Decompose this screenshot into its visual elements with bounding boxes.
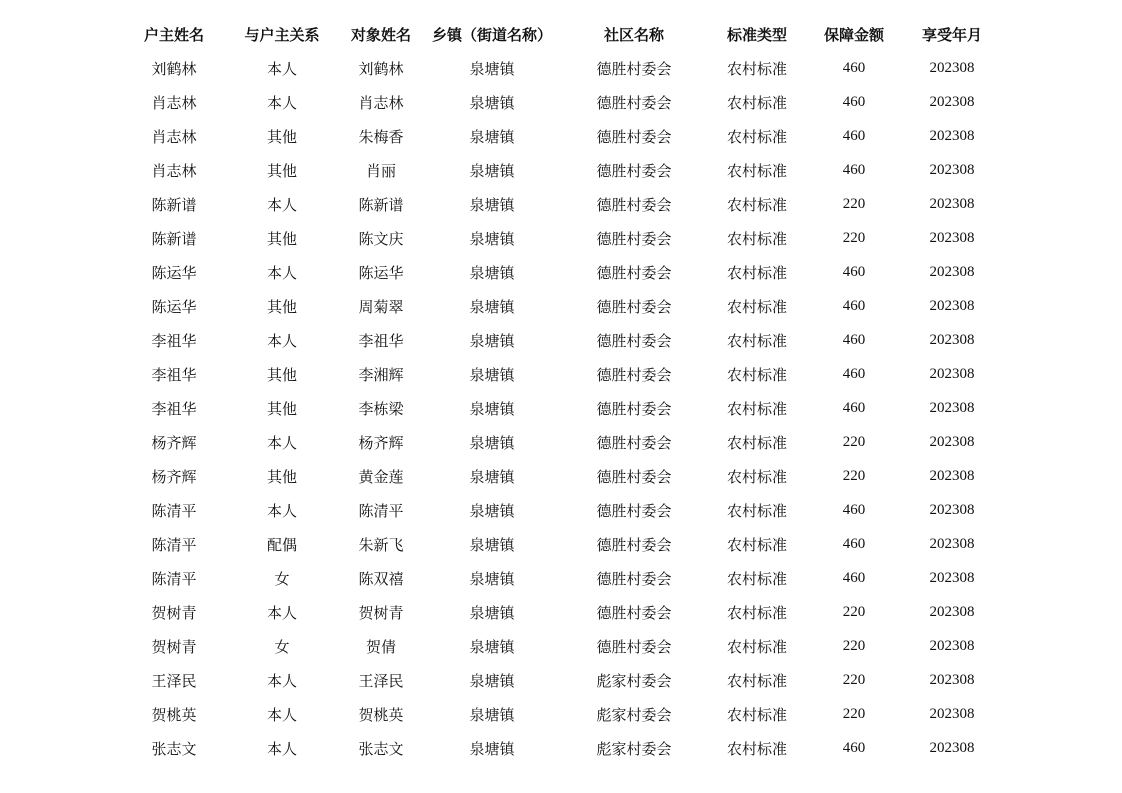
standard-type-cell: 农村标准: [726, 637, 787, 656]
community-cell: 德胜村委会: [596, 297, 672, 316]
township-cell: 泉塘镇: [469, 637, 515, 656]
standard-type-cell: 农村标准: [726, 161, 787, 180]
householder-name-cell: 肖志林: [151, 93, 197, 112]
month-cell: 202308: [929, 93, 975, 110]
table-row: [120, 85, 1000, 119]
month-cell: 202308: [929, 671, 975, 688]
recipient-name-cell: 肖志林: [358, 93, 404, 112]
table-row: [120, 119, 1000, 153]
month-cell: 202308: [929, 127, 975, 144]
relation-cell: 本人: [266, 433, 297, 452]
community-cell: 德胜村委会: [596, 127, 672, 146]
header-township: 乡镇（街道名称）: [431, 25, 552, 44]
header-relation-to-householder: 与户主关系: [244, 25, 320, 44]
recipient-name-cell: 王泽民: [358, 671, 404, 690]
table-row: [120, 391, 1000, 425]
month-cell: 202308: [929, 603, 975, 620]
month-cell: 202308: [929, 535, 975, 552]
relation-cell: 本人: [266, 603, 297, 622]
relation-cell: 本人: [266, 59, 297, 78]
table-row: [120, 289, 1000, 323]
community-cell: 德胜村委会: [596, 467, 672, 486]
community-cell: 德胜村委会: [596, 331, 672, 350]
assistance-roster-table: [120, 17, 1000, 765]
standard-type-cell: 农村标准: [726, 297, 787, 316]
amount-cell: 220: [842, 229, 866, 246]
table-header: [120, 17, 1000, 51]
amount-cell: 460: [842, 331, 866, 348]
relation-cell: 配偶: [266, 535, 297, 554]
amount-cell: 220: [842, 705, 866, 722]
township-cell: 泉塘镇: [469, 161, 515, 180]
recipient-name-cell: 陈文庆: [358, 229, 404, 248]
table-row: [120, 187, 1000, 221]
month-cell: 202308: [929, 399, 975, 416]
community-cell: 德胜村委会: [596, 195, 672, 214]
amount-cell: 220: [842, 671, 866, 688]
table-row: [120, 493, 1000, 527]
month-cell: 202308: [929, 161, 975, 178]
amount-cell: 220: [842, 433, 866, 450]
standard-type-cell: 农村标准: [726, 467, 787, 486]
amount-cell: 460: [842, 127, 866, 144]
month-cell: 202308: [929, 501, 975, 518]
recipient-name-cell: 朱新飞: [358, 535, 404, 554]
month-cell: 202308: [929, 59, 975, 76]
amount-cell: 460: [842, 297, 866, 314]
recipient-name-cell: 贺树青: [358, 603, 404, 622]
householder-name-cell: 李祖华: [151, 365, 197, 384]
relation-cell: 本人: [266, 195, 297, 214]
table-row: [120, 697, 1000, 731]
standard-type-cell: 农村标准: [726, 739, 787, 758]
amount-cell: 460: [842, 569, 866, 586]
householder-name-cell: 张志文: [151, 739, 197, 758]
month-cell: 202308: [929, 195, 975, 212]
township-cell: 泉塘镇: [469, 297, 515, 316]
standard-type-cell: 农村标准: [726, 93, 787, 112]
amount-cell: 460: [842, 739, 866, 756]
table-row: [120, 357, 1000, 391]
recipient-name-cell: 张志文: [358, 739, 404, 758]
table-row: [120, 561, 1000, 595]
amount-cell: 460: [842, 93, 866, 110]
table-row: [120, 255, 1000, 289]
township-cell: 泉塘镇: [469, 501, 515, 520]
recipient-name-cell: 刘鹤林: [358, 59, 404, 78]
table-row: [120, 425, 1000, 459]
householder-name-cell: 陈新谱: [151, 229, 197, 248]
standard-type-cell: 农村标准: [726, 263, 787, 282]
householder-name-cell: 肖志林: [151, 127, 197, 146]
community-cell: 德胜村委会: [596, 263, 672, 282]
relation-cell: 其他: [266, 127, 297, 146]
standard-type-cell: 农村标准: [726, 195, 787, 214]
standard-type-cell: 农村标准: [726, 705, 787, 724]
recipient-name-cell: 李湘辉: [358, 365, 404, 384]
householder-name-cell: 贺树青: [151, 603, 197, 622]
standard-type-cell: 农村标准: [726, 433, 787, 452]
householder-name-cell: 陈运华: [151, 263, 197, 282]
amount-cell: 460: [842, 501, 866, 518]
relation-cell: 本人: [266, 501, 297, 520]
householder-name-cell: 肖志林: [151, 161, 197, 180]
standard-type-cell: 农村标准: [726, 671, 787, 690]
community-cell: 彪家村委会: [596, 705, 672, 724]
township-cell: 泉塘镇: [469, 195, 515, 214]
township-cell: 泉塘镇: [469, 331, 515, 350]
relation-cell: 本人: [266, 93, 297, 112]
community-cell: 德胜村委会: [596, 569, 672, 588]
standard-type-cell: 农村标准: [726, 127, 787, 146]
township-cell: 泉塘镇: [469, 739, 515, 758]
householder-name-cell: 贺桃英: [151, 705, 197, 724]
township-cell: 泉塘镇: [469, 569, 515, 588]
relation-cell: 其他: [266, 399, 297, 418]
relation-cell: 其他: [266, 365, 297, 384]
standard-type-cell: 农村标准: [726, 501, 787, 520]
month-cell: 202308: [929, 569, 975, 586]
recipient-name-cell: 周菊翠: [358, 297, 404, 316]
relation-cell: 其他: [266, 161, 297, 180]
standard-type-cell: 农村标准: [726, 59, 787, 78]
month-cell: 202308: [929, 297, 975, 314]
recipient-name-cell: 陈双禧: [358, 569, 404, 588]
table-body: [120, 51, 1000, 765]
amount-cell: 460: [842, 399, 866, 416]
amount-cell: 220: [842, 637, 866, 654]
standard-type-cell: 农村标准: [726, 603, 787, 622]
township-cell: 泉塘镇: [469, 705, 515, 724]
community-cell: 德胜村委会: [596, 161, 672, 180]
township-cell: 泉塘镇: [469, 399, 515, 418]
township-cell: 泉塘镇: [469, 535, 515, 554]
table-row: [120, 459, 1000, 493]
township-cell: 泉塘镇: [469, 263, 515, 282]
householder-name-cell: 王泽民: [151, 671, 197, 690]
header-row: [120, 17, 1000, 51]
community-cell: 德胜村委会: [596, 399, 672, 418]
community-cell: 德胜村委会: [596, 229, 672, 248]
month-cell: 202308: [929, 705, 975, 722]
community-cell: 彪家村委会: [596, 739, 672, 758]
month-cell: 202308: [929, 263, 975, 280]
table-row: [120, 153, 1000, 187]
table-row: [120, 221, 1000, 255]
community-cell: 德胜村委会: [596, 603, 672, 622]
month-cell: 202308: [929, 365, 975, 382]
standard-type-cell: 农村标准: [726, 569, 787, 588]
month-cell: 202308: [929, 433, 975, 450]
amount-cell: 220: [842, 603, 866, 620]
month-cell: 202308: [929, 637, 975, 654]
householder-name-cell: 贺树青: [151, 637, 197, 656]
header-community-name: 社区名称: [603, 25, 664, 44]
recipient-name-cell: 贺桃英: [358, 705, 404, 724]
standard-type-cell: 农村标准: [726, 365, 787, 384]
community-cell: 德胜村委会: [596, 93, 672, 112]
township-cell: 泉塘镇: [469, 59, 515, 78]
recipient-name-cell: 贺倩: [365, 637, 396, 656]
township-cell: 泉塘镇: [469, 433, 515, 452]
table-row: [120, 731, 1000, 765]
amount-cell: 460: [842, 161, 866, 178]
township-cell: 泉塘镇: [469, 467, 515, 486]
community-cell: 德胜村委会: [596, 365, 672, 384]
standard-type-cell: 农村标准: [726, 399, 787, 418]
relation-cell: 女: [274, 637, 290, 656]
month-cell: 202308: [929, 229, 975, 246]
header-benefit-amount: 保障金额: [823, 25, 884, 44]
householder-name-cell: 陈清平: [151, 535, 197, 554]
householder-name-cell: 李祖华: [151, 331, 197, 350]
householder-name-cell: 杨齐辉: [151, 467, 197, 486]
amount-cell: 460: [842, 535, 866, 552]
recipient-name-cell: 陈运华: [358, 263, 404, 282]
table-row: [120, 323, 1000, 357]
community-cell: 彪家村委会: [596, 671, 672, 690]
householder-name-cell: 陈清平: [151, 501, 197, 520]
amount-cell: 460: [842, 263, 866, 280]
relation-cell: 其他: [266, 297, 297, 316]
relation-cell: 女: [274, 569, 290, 588]
township-cell: 泉塘镇: [469, 229, 515, 248]
relation-cell: 本人: [266, 671, 297, 690]
recipient-name-cell: 肖丽: [365, 161, 396, 180]
relation-cell: 本人: [266, 263, 297, 282]
householder-name-cell: 陈运华: [151, 297, 197, 316]
community-cell: 德胜村委会: [596, 501, 672, 520]
township-cell: 泉塘镇: [469, 127, 515, 146]
table-row: [120, 629, 1000, 663]
community-cell: 德胜村委会: [596, 59, 672, 78]
month-cell: 202308: [929, 739, 975, 756]
recipient-name-cell: 杨齐辉: [358, 433, 404, 452]
month-cell: 202308: [929, 467, 975, 484]
header-householder-name: 户主姓名: [143, 25, 204, 44]
relation-cell: 其他: [266, 467, 297, 486]
community-cell: 德胜村委会: [596, 535, 672, 554]
amount-cell: 220: [842, 467, 866, 484]
township-cell: 泉塘镇: [469, 365, 515, 384]
householder-name-cell: 杨齐辉: [151, 433, 197, 452]
standard-type-cell: 农村标准: [726, 535, 787, 554]
header-recipient-name: 对象姓名: [350, 25, 411, 44]
header-standard-type: 标准类型: [726, 25, 787, 44]
month-cell: 202308: [929, 331, 975, 348]
community-cell: 德胜村委会: [596, 433, 672, 452]
table-row: [120, 51, 1000, 85]
standard-type-cell: 农村标准: [726, 331, 787, 350]
recipient-name-cell: 李祖华: [358, 331, 404, 350]
recipient-name-cell: 李栋梁: [358, 399, 404, 418]
amount-cell: 460: [842, 59, 866, 76]
householder-name-cell: 李祖华: [151, 399, 197, 418]
community-cell: 德胜村委会: [596, 637, 672, 656]
relation-cell: 本人: [266, 739, 297, 758]
householder-name-cell: 陈新谱: [151, 195, 197, 214]
recipient-name-cell: 陈清平: [358, 501, 404, 520]
table-row: [120, 663, 1000, 697]
householder-name-cell: 陈清平: [151, 569, 197, 588]
amount-cell: 220: [842, 195, 866, 212]
relation-cell: 本人: [266, 331, 297, 350]
relation-cell: 本人: [266, 705, 297, 724]
township-cell: 泉塘镇: [469, 671, 515, 690]
recipient-name-cell: 朱梅香: [358, 127, 404, 146]
table-row: [120, 595, 1000, 629]
householder-name-cell: 刘鹤林: [151, 59, 197, 78]
header-benefit-month: 享受年月: [921, 25, 982, 44]
recipient-name-cell: 黄金莲: [358, 467, 404, 486]
amount-cell: 460: [842, 365, 866, 382]
relation-cell: 其他: [266, 229, 297, 248]
township-cell: 泉塘镇: [469, 603, 515, 622]
standard-type-cell: 农村标准: [726, 229, 787, 248]
table-row: [120, 527, 1000, 561]
township-cell: 泉塘镇: [469, 93, 515, 112]
recipient-name-cell: 陈新谱: [358, 195, 404, 214]
